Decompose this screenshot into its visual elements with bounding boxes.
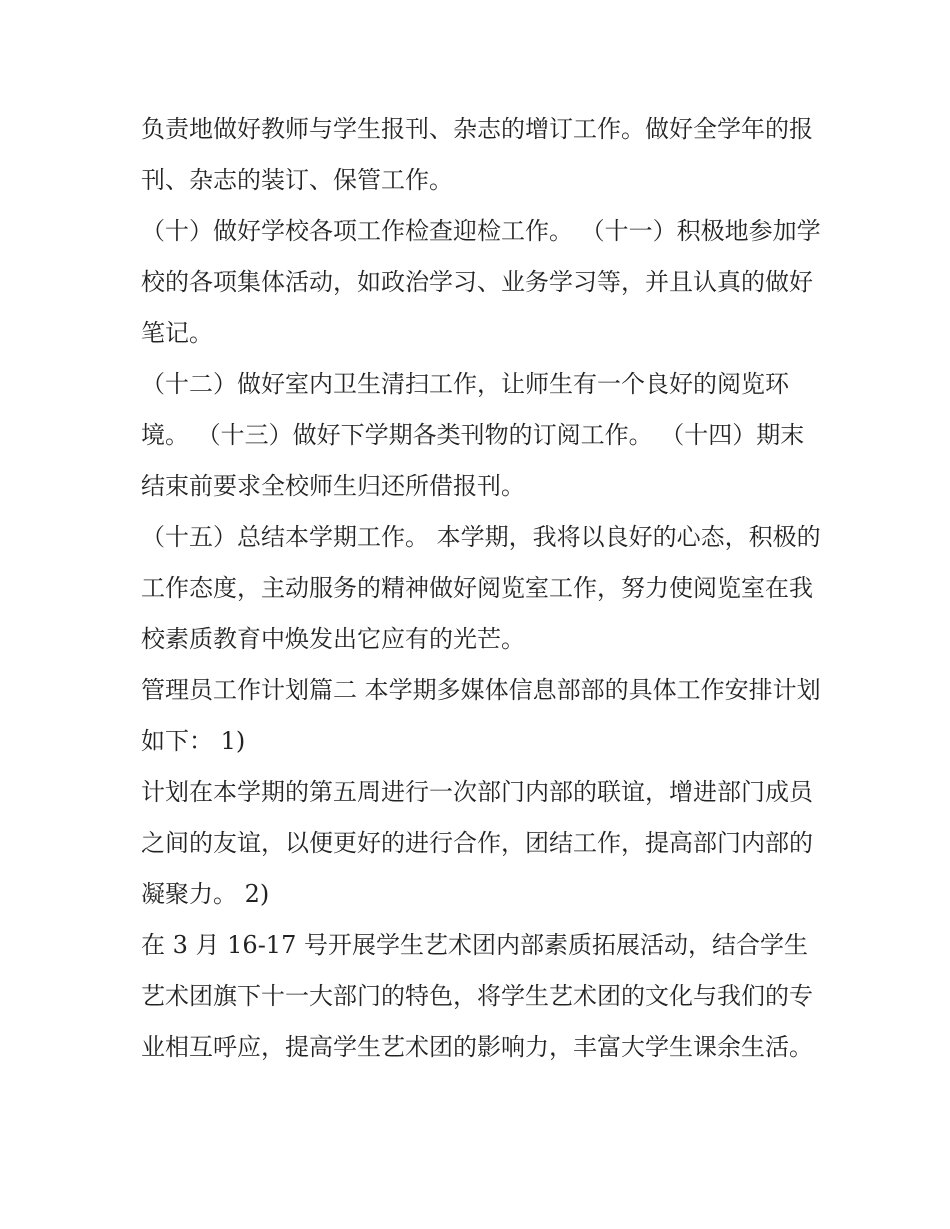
paragraph-art-troupe-activity: 在 3 月 16-17 号开展学生艺术团内部素质拓展活动，结合学生艺术团旗下十一大部门的特色，将学生艺术团的文化与我们的专业相互呼应，提高学生艺术团的影响力，丰富大学生课余生活。 — [141, 931, 813, 1061]
document-body — [141, 104, 821, 1073]
paragraph-plan-two-heading: 管理员工作计划篇二 本学期多媒体信息部部的具体工作安排计划如下： 1) — [141, 676, 821, 755]
paragraph-inspection-activities: （十）做好学校各项工作检查迎检工作。 （十一）积极地参加学校的各项集体活动，如政治学习、业务学习等，并且认真的做好笔记。 — [141, 217, 821, 347]
paragraph-department-gathering: 计划在本学期的第五周进行一次部门内部的联谊，增进部门成员之间的友谊，以便更好的进行合作，团结工作，提高部门内部的凝聚力。 2) — [141, 778, 813, 908]
paragraph-subscription: 负责地做好教师与学生报刊、杂志的增订工作。做好全学年的报刊、杂志的装订、保管工作。 — [141, 115, 813, 194]
paragraph-cleaning-ordering: （十二）做好室内卫生清扫工作，让师生有一个良好的阅览环境。 （十三）做好下学期各类刊物的订阅工作。 （十四）期末结束前要求全校师生归还所借报刊。 — [141, 370, 805, 500]
paragraph-summary: （十五）总结本学期工作。 本学期，我将以良好的心态，积极的工作态度，主动服务的精神做好阅览室工作，努力使阅览室在我校素质教育中焕发出它应有的光芒。 — [141, 523, 821, 653]
